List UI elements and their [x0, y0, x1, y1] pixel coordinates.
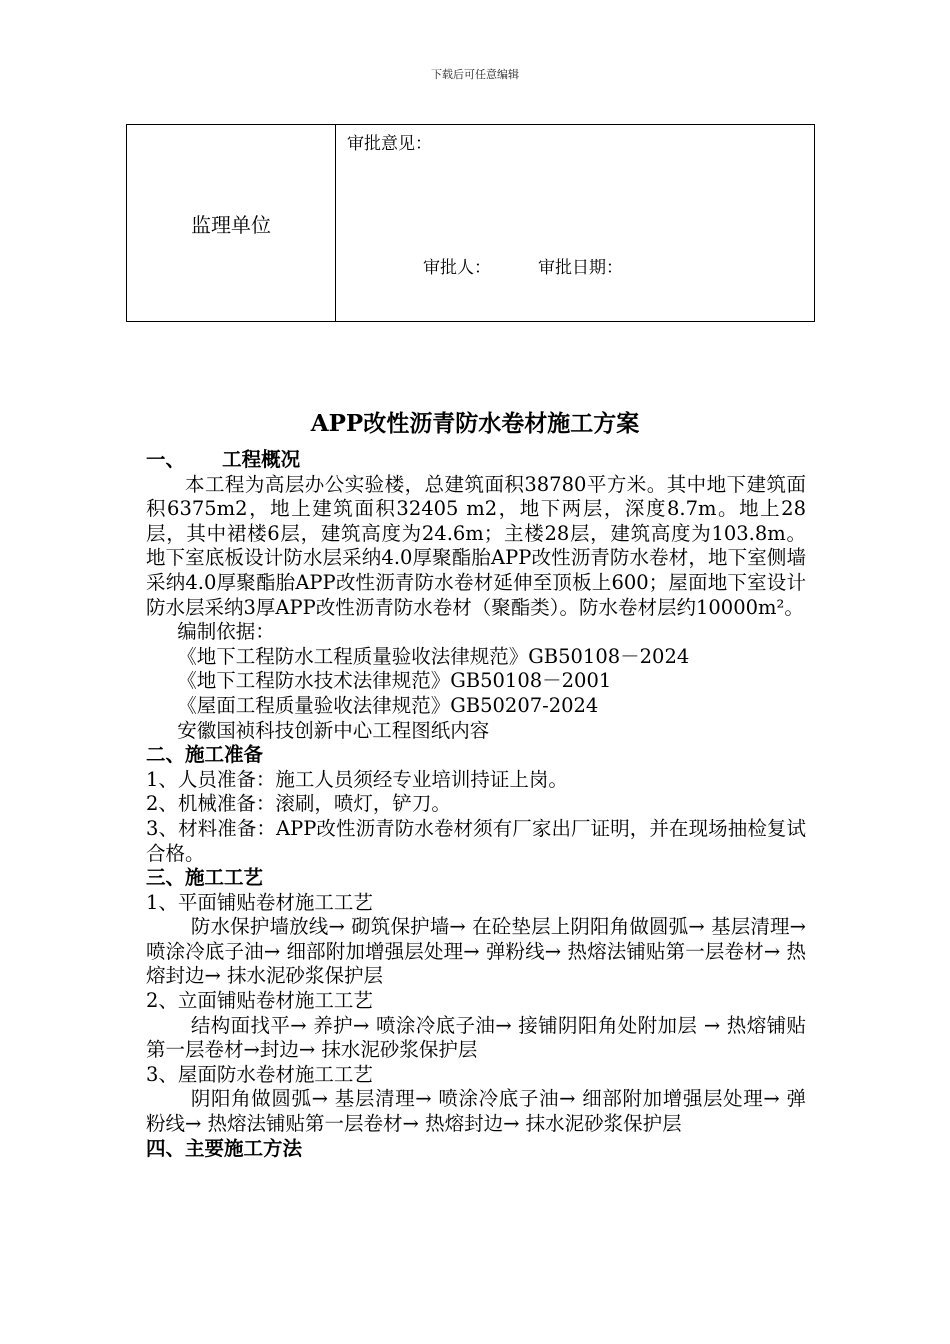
process-title: 3、屋面防水卷材施工工艺	[146, 1062, 373, 1086]
section-heading-process: 三、施工工艺	[146, 866, 264, 890]
prep-item: 2、机械准备：滚刷，喷灯，铲刀。	[146, 792, 451, 816]
basis-item: 安徽国祯科技创新中心工程图纸内容	[177, 718, 490, 742]
header-note: 下载后可任意编辑	[431, 68, 519, 81]
document-title: APP改性沥青防水卷材施工方案	[310, 410, 640, 437]
process-flow: 阴阳角做圆弧→ 基层清理→ 喷涂冷底子油→ 细部附加增强层处理→ 弹粉线→ 热熔法铺贴第一层卷材→ 热熔封边→ 抹水泥砂浆保护层	[146, 1087, 806, 1136]
basis-label: 编制依据：	[177, 620, 275, 644]
approval-table	[126, 124, 815, 322]
basis-item: 《地下工程防水工程质量验收法律规范》GB50108－2024	[177, 644, 690, 668]
approval-date-label: 审批日期：	[538, 258, 623, 278]
process-flow: 结构面找平→ 养护→ 喷涂冷底子油→ 接铺阴阳角处附加层 → 热熔铺贴第一层卷材→封边→ 抹水泥砂浆保护层	[146, 1013, 806, 1062]
section-heading-overview	[146, 448, 806, 473]
section-number: 一、	[146, 448, 186, 471]
basis-item: 《地下工程防水技术法律规范》GB50108－2001	[177, 669, 612, 693]
process-flow: 防水保护墙放线→ 砌筑保护墙→ 在砼垫层上阴阳角做圆弧→ 基层清理→ 喷涂冷底子油→ 细部附加增强层处理→ 弹粉线→ 热熔法铺贴第一层卷材→ 热熔封边→ 抹水泥砂浆保护层	[146, 915, 806, 988]
process-title: 1、平面铺贴卷材施工工艺	[146, 890, 373, 914]
basis-item: 《屋面工程质量验收法律规范》GB50207-2024	[177, 693, 599, 717]
prep-item: 1、人员准备：施工人员须经专业培训持证上岗。	[146, 767, 568, 791]
overview-paragraph: 本工程为高层办公实验楼，总建筑面积38780平方米。其中地下建筑面积6375m2，地上建筑面积32405 m2，地下两层，深度8.7m。地上28层，其中裙楼6层，建筑高度为24.6m；主楼28层，建筑高度为103.8m。地下室底板设计防水层采纳4.0厚聚酯胎APP改性沥青防水卷材，地下室侧墙采纳4.0厚聚酯胎APP改性沥青防水卷材延伸至顶板上600；屋面地下室设计防水层采纳3厚APP改性沥青防水卷材（聚酯类）。防水卷材层约10000m²。	[146, 472, 806, 619]
prep-item: 3、材料准备：APP改性沥青防水卷材须有厂家出厂证明，并在现场抽检复试合格。	[146, 816, 806, 865]
supervision-unit-label: 监理单位	[127, 125, 336, 321]
section-heading-preparation: 二、施工准备	[146, 743, 264, 767]
section-heading-methods: 四、主要施工方法	[146, 1136, 303, 1160]
approval-opinion-label: 审批意见：	[347, 134, 432, 154]
process-title: 2、立面铺贴卷材施工工艺	[146, 989, 373, 1013]
document-body	[146, 448, 806, 1161]
approver-label: 审批人：	[423, 258, 491, 278]
section-title: 工程概况	[222, 448, 301, 471]
